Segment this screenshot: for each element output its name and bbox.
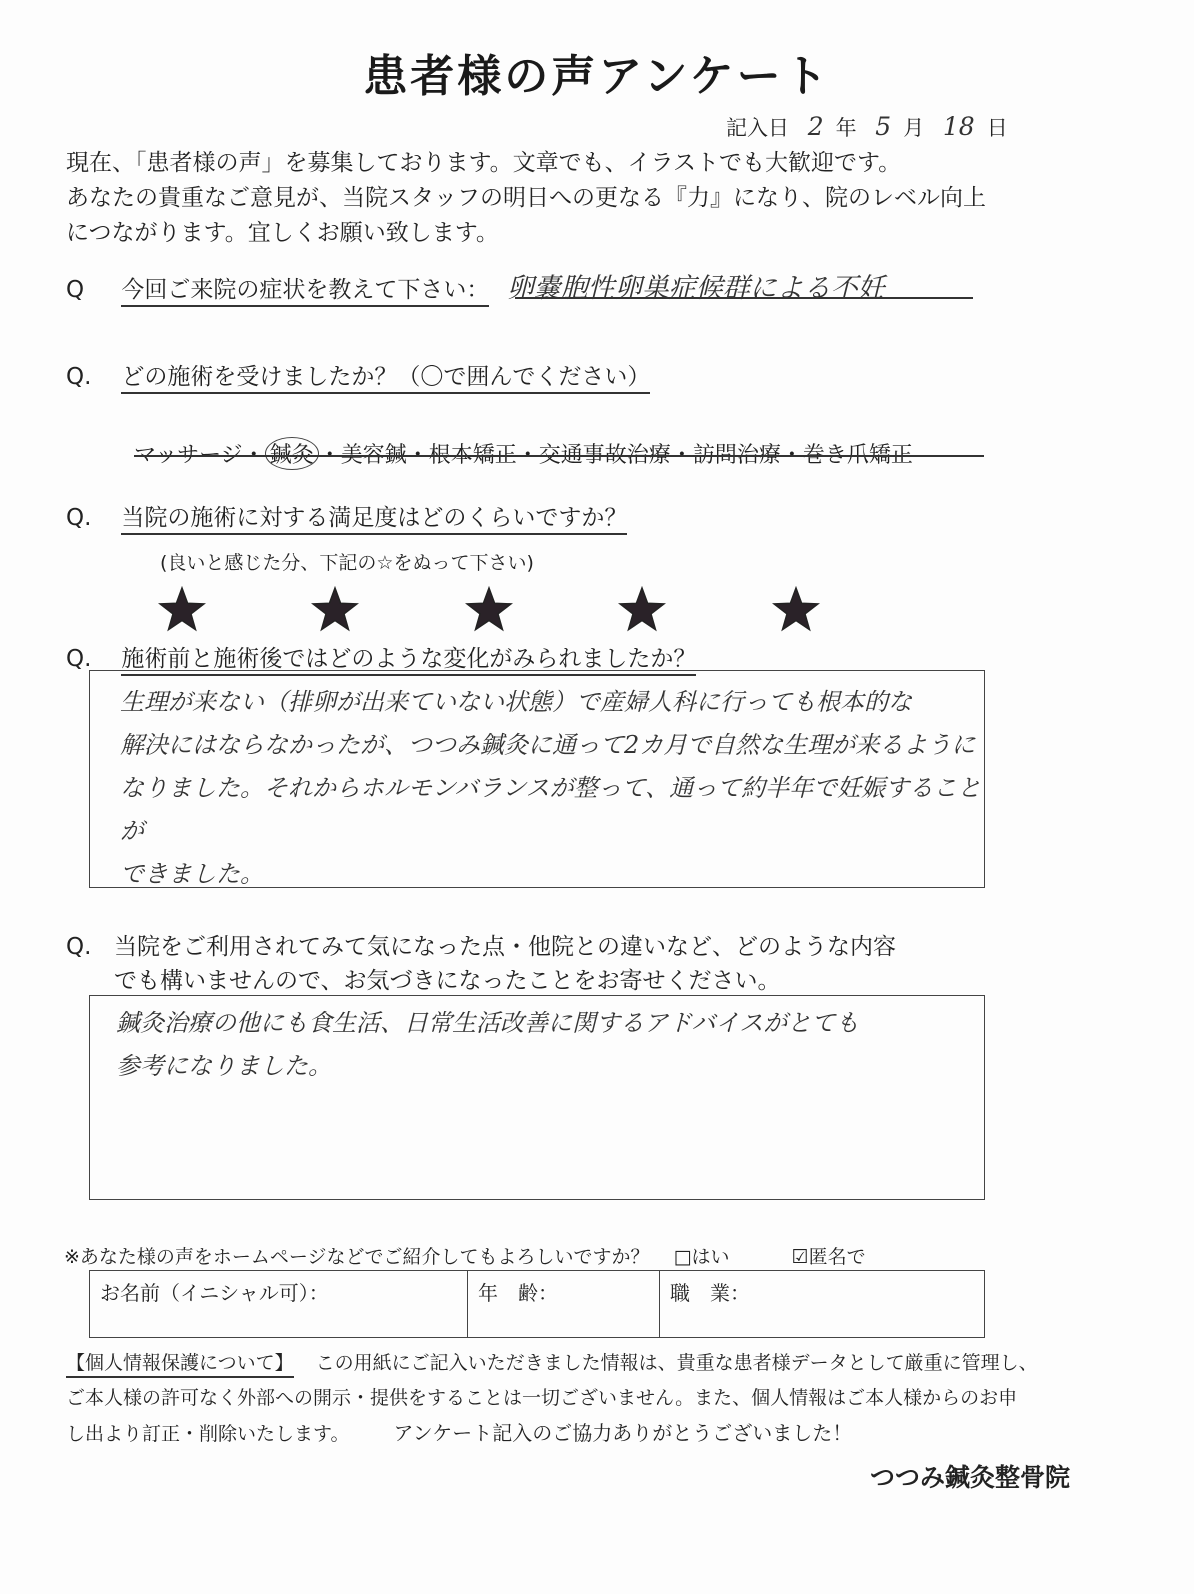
filled-star-icon[interactable] [618,586,666,634]
answer-line: 鍼灸治療の他にも食生活、日常生活改善に関するアドバイスがとても [116,1009,860,1037]
filled-star-icon[interactable] [772,586,820,634]
consent-anonymous-checkbox[interactable]: ☑匿名で [791,1246,866,1268]
intro-text [66,146,986,251]
name-label: お名前（イニシャル可）： [100,1281,329,1305]
day-unit: 日 [986,116,1008,140]
question-treatment [66,358,650,391]
question-label: 当院の施術に対する満足度はどのくらいですか？ [121,505,627,535]
option-separator: ・ [670,443,693,468]
option-separator: ・ [318,443,341,468]
thanks-message: アンケート記入のご協力ありがとうございました！ [393,1421,853,1445]
option-root-correction[interactable]: 根本矯正 [428,443,517,468]
question-label: 今回ご来院の症状を教えて下さい： [121,277,489,307]
consent-yes-checkbox[interactable]: □はい [673,1246,730,1268]
answer-line: 解決にはならなかったが、つつみ鍼灸に通って2カ月で自然な生理が来るように [120,731,976,759]
answer-line: 参考になりました。 [116,1052,332,1080]
filled-star-icon[interactable] [311,586,359,634]
options-underline [134,455,984,457]
change-answer-box[interactable] [89,670,985,888]
date-month: 5 [875,112,892,141]
question-change [66,640,696,673]
entry-date [726,112,1008,142]
question-label: でも構いませんので、お気づきになったことをお寄せください。 [114,968,781,994]
privacy-line: し出より訂正・削除いたします。 [66,1423,350,1445]
question-label: 当院をご利用されてみて気になった点・他院との違いなど、どのような内容 [114,934,896,960]
option-traffic-accident[interactable]: 交通事故治療 [538,443,671,468]
option-separator: ・ [780,443,803,468]
job-label: 職 業： [670,1281,750,1305]
option-separator: ・ [406,443,429,468]
change-answer [90,671,984,896]
consent-row [64,1242,866,1269]
question-label: どの施術を受けましたか？（〇で囲んでください） [121,364,650,394]
treatment-options [134,437,913,470]
question-feedback [66,930,896,998]
question-satisfaction [66,499,627,532]
privacy-line: ご本人様の許可なく外部への開示・提供をすることは一切ございません。また、個人情報はご本人様からのお申 [66,1387,1018,1409]
name-field[interactable] [90,1271,468,1337]
feedback-answer [90,996,984,1088]
question-mark: Q. [66,505,92,531]
feedback-answer-box[interactable] [89,995,985,1200]
age-label: 年 齢： [478,1281,558,1305]
option-ingrown-nail[interactable]: 巻き爪矯正 [802,443,913,468]
option-separator: ・ [516,443,539,468]
option-beauty-acupuncture[interactable]: 美容鍼 [340,443,407,468]
option-acupuncture-selected[interactable]: 鍼灸 [265,437,319,470]
year-unit: 年 [835,116,857,140]
filled-star-icon[interactable] [465,586,513,634]
survey-title: 患者様の声アンケート [363,51,831,102]
option-home-visit[interactable]: 訪問治療 [692,443,781,468]
intro-line: 現在、「患者様の声」を募集しております。文章でも、イラストでも大歓迎です。 [66,150,902,176]
question-mark: Q. [66,934,92,960]
intro-line: あなたの貴重なご意見が、当院スタッフの明日への更なる『力』になり、院のレベル向上 [66,185,986,211]
age-field[interactable] [468,1271,660,1337]
answer-line: できました。 [120,860,264,888]
intro-line: につながります。宜しくお願い致します。 [66,220,499,246]
satisfaction-note: (良いと感じた分、下記の☆をぬって下さい) [160,552,534,574]
privacy-notice [66,1346,1086,1452]
date-day: 18 [942,112,975,141]
question-symptom [66,266,885,305]
answer-underline [515,297,973,299]
privacy-line: この用紙にご記入いただきました情報は、貴重な患者様データとして厳重に管理し、 [315,1352,1038,1374]
option-separator: ・ [242,443,265,468]
answer-line: 生理が来ない（排卵が出来ていない状態）で産婦人科に行っても根本的な [120,688,912,716]
personal-info-table [89,1270,985,1338]
symptom-answer: 卵嚢胞性卵巣症候群による不妊 [506,273,885,304]
question-mark: Q [66,277,85,303]
month-unit: 月 [903,116,925,140]
question-label: 施術前と施術後ではどのような変化がみられましたか？ [121,646,696,676]
option-massage[interactable]: マッサージ [134,443,243,468]
question-mark: Q. [66,646,92,672]
date-label: 記入日 [726,116,789,140]
date-year: 2 [807,112,824,141]
consent-question: ※あなた様の声をホームページなどでご紹介してもよろしいですか？ [64,1246,650,1268]
job-field[interactable] [660,1271,984,1337]
question-mark: Q. [66,364,92,390]
answer-line: なりました。それからホルモンバランスが整って、通って約半年で妊娠することが [120,774,982,845]
filled-star-icon[interactable] [158,586,206,634]
clinic-name: つつみ鍼灸整骨院 [870,1463,1071,1492]
privacy-heading: 【個人情報保護について】 [66,1352,294,1378]
